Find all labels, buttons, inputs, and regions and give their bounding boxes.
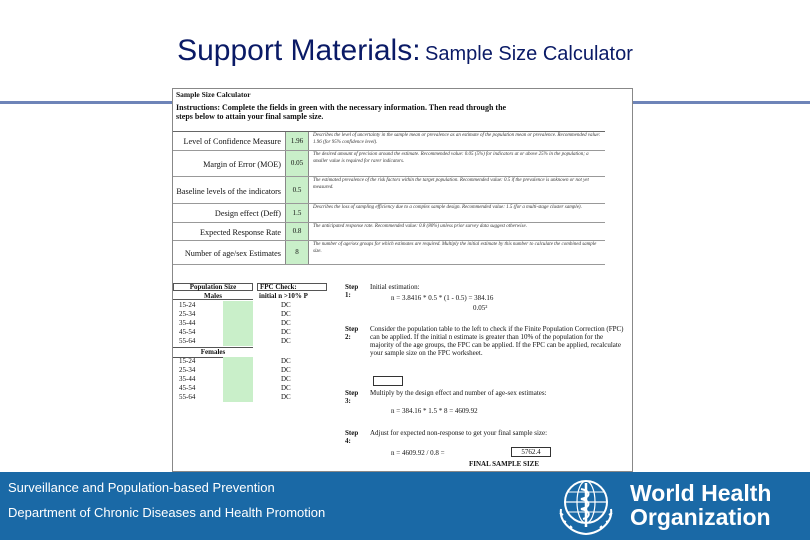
fpc-subheader: initial n >10% P bbox=[259, 292, 308, 300]
step-text: Multiply by the design effect and number of age-sex estimates: bbox=[370, 389, 547, 397]
fpc-result: DC bbox=[281, 375, 291, 383]
table-row bbox=[173, 375, 333, 384]
population-input[interactable] bbox=[223, 337, 253, 346]
step-1-denominator: 0.05² bbox=[473, 304, 488, 312]
age-group: 55-64 bbox=[179, 337, 196, 345]
step-label: Step 3: bbox=[345, 389, 359, 405]
population-input[interactable] bbox=[223, 328, 253, 337]
fpc-result-box bbox=[373, 376, 403, 386]
sheet-header: Sample Size Calculator bbox=[176, 90, 251, 99]
table-row bbox=[173, 337, 333, 346]
step-text: Consider the population table to the left to check if the Finite Population Correction (FPC) can be applied. If the initial n estimate is greater than 10% of the population for the majority of the age groups, the FPC can be applied. If the FPC can be applied, recalculate your sample size on the FPC worksheet. bbox=[370, 325, 624, 357]
males-header: Males bbox=[173, 292, 253, 300]
who-logotype bbox=[630, 481, 771, 529]
females-header: Females bbox=[173, 347, 253, 358]
age-group: 15-24 bbox=[179, 357, 196, 365]
param-input[interactable]: 8 bbox=[285, 241, 309, 264]
table-row bbox=[173, 393, 333, 402]
age-group: 55-64 bbox=[179, 393, 196, 401]
age-group: 35-44 bbox=[179, 319, 196, 327]
param-description: The number of age/sex groups for which estimates are required. Multiply the initial estimate by this number to calculate the combined sample size. bbox=[313, 242, 597, 254]
param-input[interactable]: 1.5 bbox=[285, 204, 309, 222]
param-label: Margin of Error (MOE) bbox=[203, 160, 281, 169]
slide-title-sub: Sample Size Calculator bbox=[425, 43, 633, 65]
population-size-header: Population Size bbox=[173, 283, 253, 291]
fpc-result: DC bbox=[281, 301, 291, 309]
table-row bbox=[173, 301, 333, 310]
step-label: Step 1: bbox=[345, 283, 359, 299]
param-description: The anticipated response rate. Recommended value: 0.8 (80%) unless prior survey data suggest otherwise. bbox=[313, 224, 527, 229]
age-group: 35-44 bbox=[179, 375, 196, 383]
population-input[interactable] bbox=[223, 357, 253, 366]
fpc-result: DC bbox=[281, 366, 291, 374]
step-4-formula: n = 4609.92 / 0.8 = bbox=[391, 449, 445, 457]
slide-title-main: Support Materials: bbox=[177, 34, 421, 67]
step-text: Adjust for expected non-response to get your final sample size: bbox=[370, 429, 548, 437]
param-description: The desired amount of precision around the estimate. Recommended value: 0.05 (5%) for indicators at or above 25% in the population; a smaller value is required for rarer indicators. bbox=[313, 152, 589, 164]
fpc-result: DC bbox=[281, 328, 291, 336]
table-row bbox=[173, 319, 333, 328]
population-input[interactable] bbox=[223, 384, 253, 393]
age-group: 15-24 bbox=[179, 301, 196, 309]
table-row bbox=[173, 366, 333, 375]
step-3-formula: n = 384.16 * 1.5 * 8 = 4609.92 bbox=[391, 407, 478, 415]
sheet-instructions: Instructions: Complete the fields in green with the necessary information. Then read through the steps below to attain your final sample size. bbox=[176, 103, 507, 121]
param-label: Baseline levels of the indicators bbox=[176, 187, 281, 196]
param-row bbox=[173, 151, 605, 177]
step-text: Initial estimation: bbox=[370, 283, 420, 291]
age-group: 25-34 bbox=[179, 310, 196, 318]
population-input[interactable] bbox=[223, 301, 253, 310]
param-input[interactable]: 0.8 bbox=[285, 223, 309, 240]
title-divider-left bbox=[0, 101, 172, 104]
population-input[interactable] bbox=[223, 319, 253, 328]
param-description: The estimated prevalence of the risk factors within the target population. Recommended value: 0.5 if the prevalence is unknown or not yet measured. bbox=[313, 178, 589, 190]
step-label: Step 2: bbox=[345, 325, 359, 341]
param-description: Describes the level of uncertainty in the sample mean or prevalence as an estimate of the population mean or prevalence. Recommended value: 1.96 (for 95% confidence level). bbox=[313, 133, 601, 145]
population-input[interactable] bbox=[223, 366, 253, 375]
step-1-formula: n = 3.8416 * 0.5 * (1 - 0.5) = 384.16 bbox=[391, 294, 494, 302]
param-row bbox=[173, 204, 605, 223]
fpc-result: DC bbox=[281, 357, 291, 365]
table-row bbox=[173, 310, 333, 319]
final-sample-size-value: 5762.4 bbox=[511, 447, 551, 457]
population-input[interactable] bbox=[223, 310, 253, 319]
param-label: Design effect (Deff) bbox=[214, 209, 281, 218]
table-row bbox=[173, 328, 333, 337]
population-input[interactable] bbox=[223, 393, 253, 402]
footer-bar bbox=[0, 472, 810, 540]
fpc-check-header: FPC Check: bbox=[257, 283, 327, 291]
calculator-sheet bbox=[172, 88, 633, 472]
param-label: Number of age/sex Estimates bbox=[184, 249, 281, 258]
who-logotype-line-2: Organization bbox=[630, 504, 771, 530]
step-label: Step 4: bbox=[345, 429, 359, 445]
footer-line-1: Surveillance and Population-based Prevention bbox=[8, 480, 275, 495]
age-group: 25-34 bbox=[179, 366, 196, 374]
param-row bbox=[173, 177, 605, 204]
fpc-result: DC bbox=[281, 319, 291, 327]
footer-line-2: Department of Chronic Diseases and Health Promotion bbox=[8, 505, 326, 520]
param-input[interactable]: 0.5 bbox=[285, 177, 309, 203]
param-label: Expected Response Rate bbox=[200, 228, 281, 237]
param-input[interactable]: 1.96 bbox=[285, 132, 309, 150]
who-logotype-line-1: World Health bbox=[630, 480, 772, 506]
age-group: 45-54 bbox=[179, 328, 196, 336]
param-input[interactable]: 0.05 bbox=[285, 151, 309, 176]
who-emblem-icon bbox=[555, 475, 617, 537]
param-row bbox=[173, 241, 605, 265]
param-row bbox=[173, 132, 605, 151]
slide-title bbox=[0, 34, 810, 68]
age-group: 45-54 bbox=[179, 384, 196, 392]
title-divider-right bbox=[632, 101, 810, 104]
fpc-result: DC bbox=[281, 337, 291, 345]
fpc-result: DC bbox=[281, 310, 291, 318]
param-row bbox=[173, 223, 605, 241]
fpc-result: DC bbox=[281, 384, 291, 392]
fpc-result: DC bbox=[281, 393, 291, 401]
final-sample-size-label: FINAL SAMPLE SIZE bbox=[469, 460, 540, 468]
param-description: Describes the loss of sampling efficiency due to a complex sample design. Recommended value: 1.5 (for a multi-stage cluster sample). bbox=[313, 205, 582, 210]
table-row bbox=[173, 357, 333, 366]
table-row bbox=[173, 384, 333, 393]
population-input[interactable] bbox=[223, 375, 253, 384]
param-label: Level of Confidence Measure bbox=[183, 137, 281, 146]
